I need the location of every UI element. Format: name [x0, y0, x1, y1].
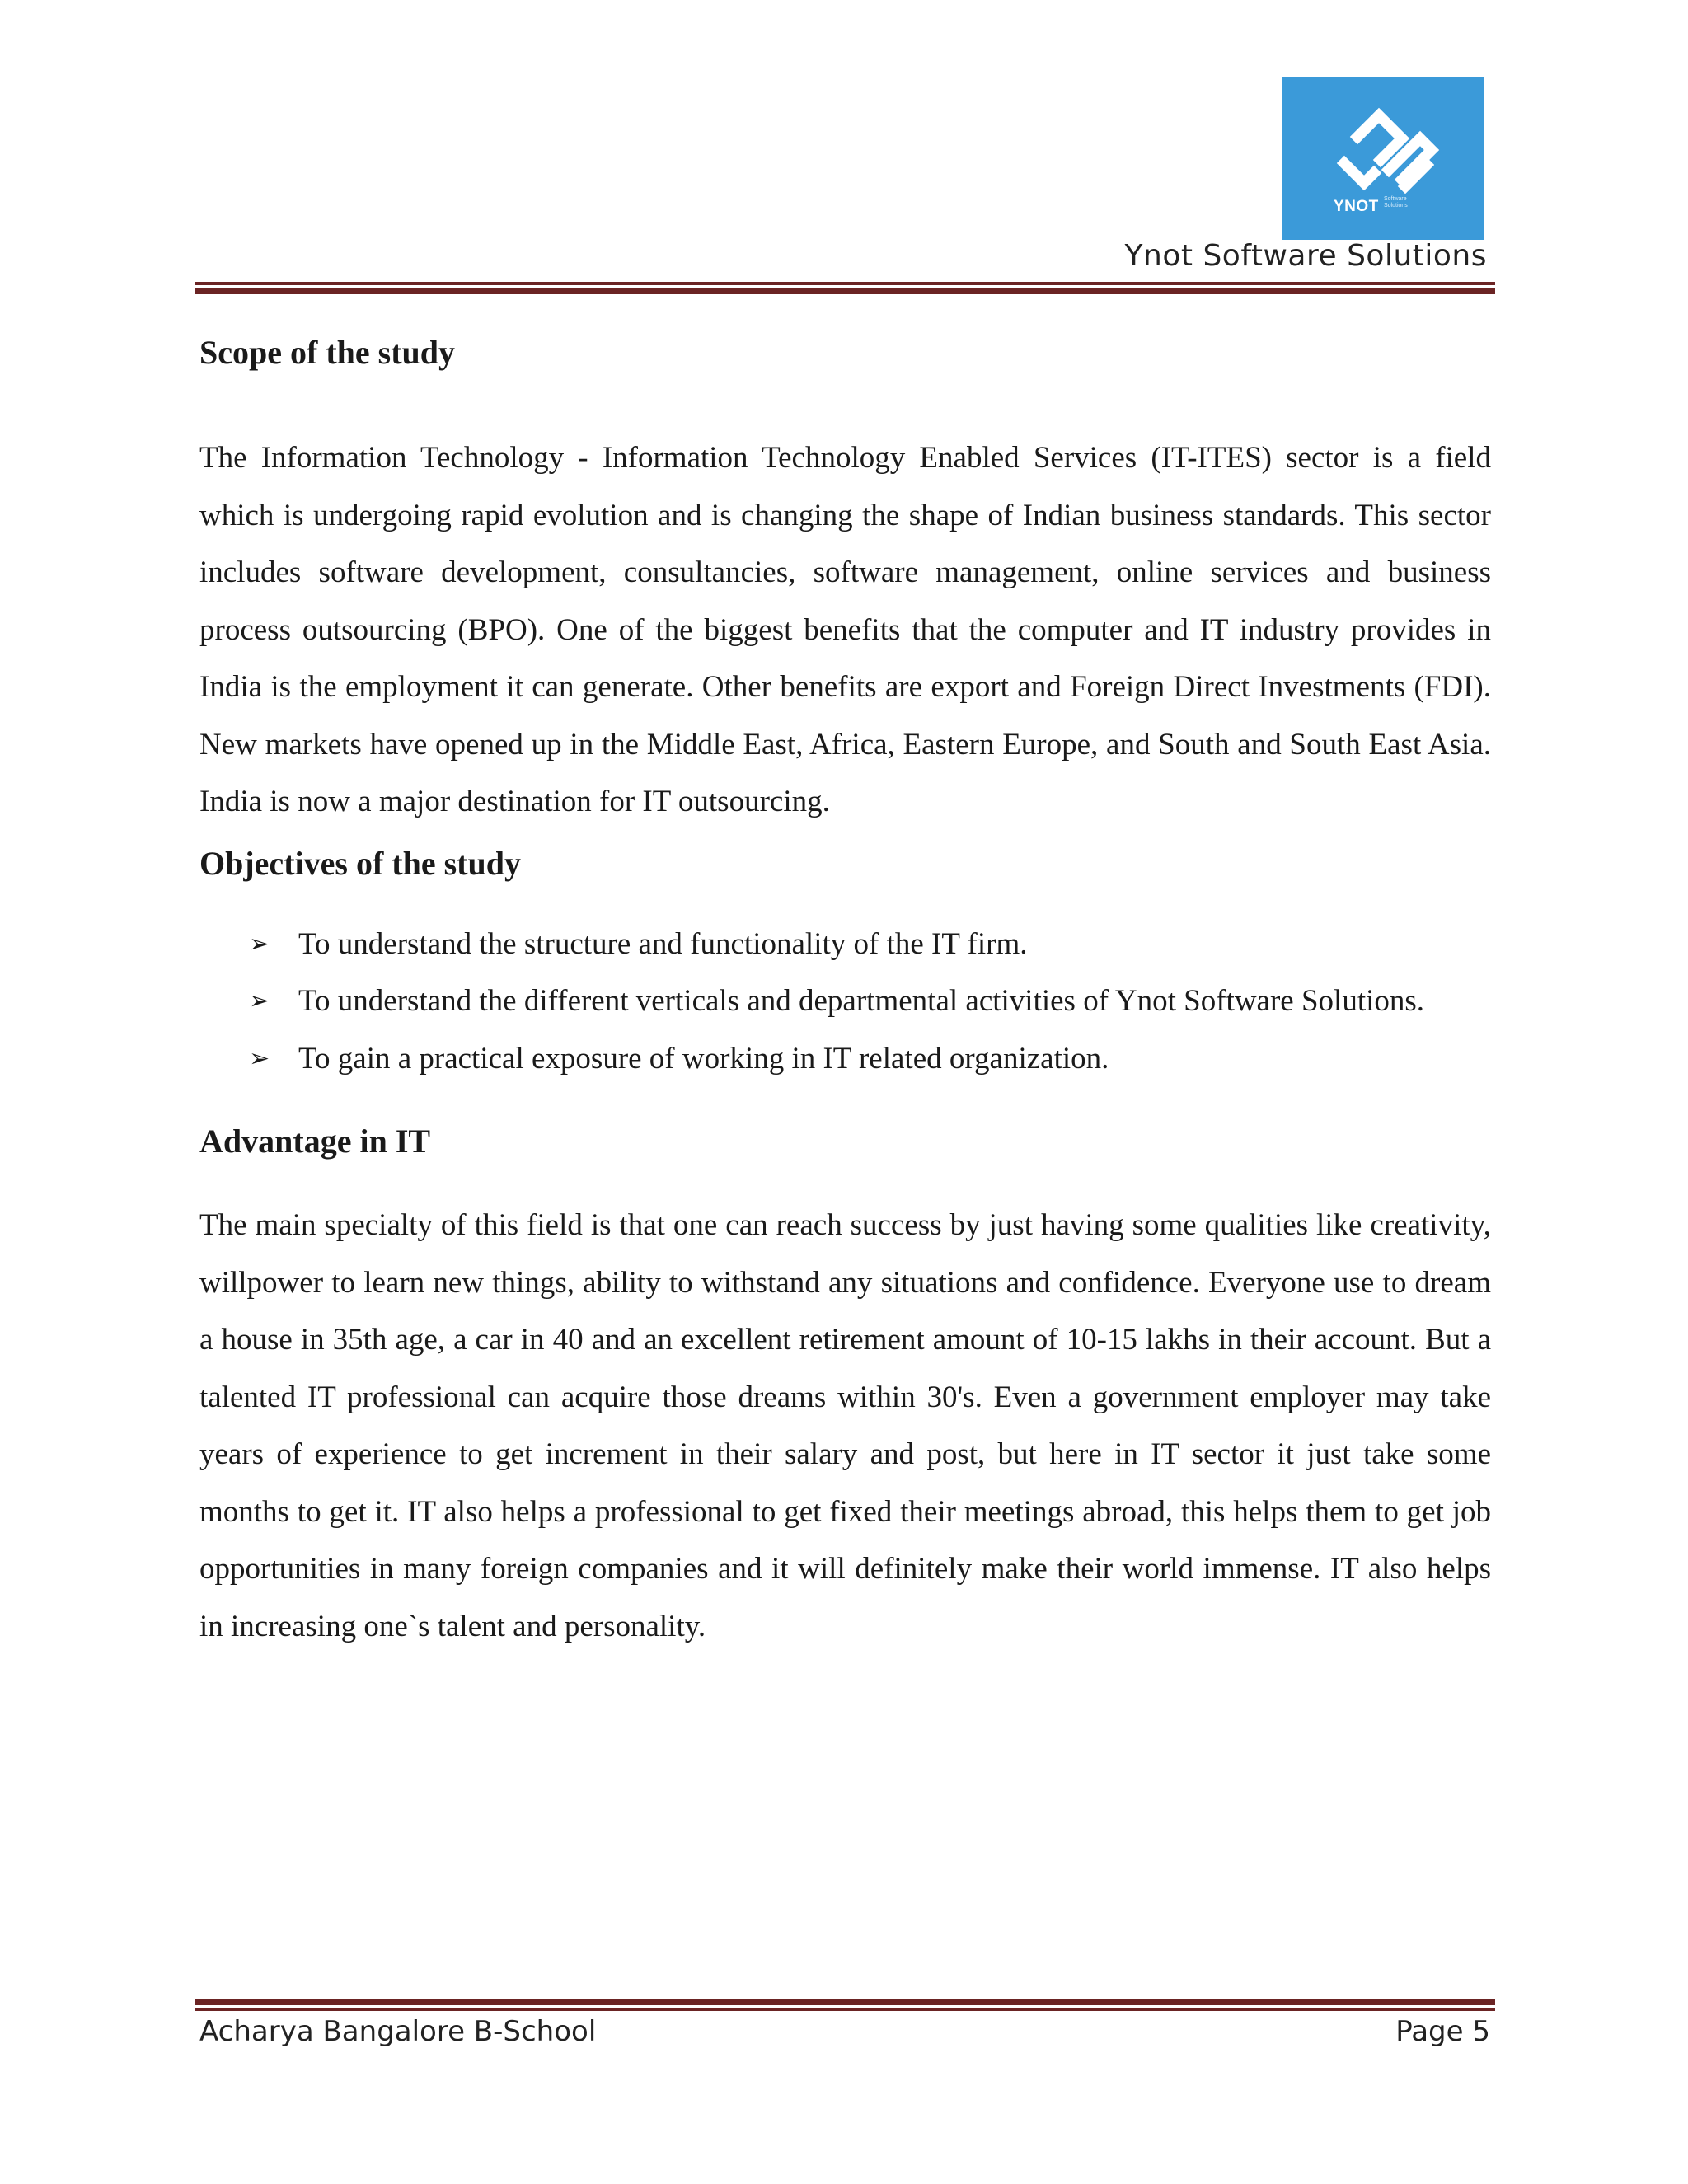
logo-tagline: Software Solutions	[1384, 196, 1408, 209]
advantage-paragraph: The main specialty of this field is that one can reach success by just having some qualities like creativity, willpower to learn new things, ability to withstand any situations and confidence. Everyone use to dream a house in 35th age, a car in 40 and an excellent retirement amount of 10-15 lakhs in their account. But a talented IT professional can acquire those dreams within 30's. Even a government employer may take years of experience to get increment in their salary and post, but here in IT sector it just take some months to get it. IT also helps a professional to get fixed their meetings abroad, this helps them to get job opportunities in many foreign companies and it will definitely make their world immense. IT also helps in increasing one`s talent and personality.	[199, 1208, 1491, 1643]
list-item	[199, 1030, 1491, 1088]
header-rule-thin	[195, 282, 1495, 285]
arrow-bullet-icon: ➢	[249, 1043, 270, 1073]
scope-heading: Scope of the study	[199, 334, 456, 371]
footer-rule-thick	[195, 1999, 1495, 2005]
objective-text: To understand the different verticals and departmental activities of Ynot Software Solutions.	[298, 984, 1425, 1018]
list-item	[199, 916, 1491, 973]
arrow-bullet-icon: ➢	[249, 929, 270, 958]
objective-text: To gain a practical exposure of working in IT related organization.	[298, 1041, 1109, 1076]
list-item	[199, 972, 1491, 1030]
footer-rule-thin	[195, 2008, 1495, 2011]
ynot-logo-mark-icon	[1282, 77, 1484, 240]
header-company-name: Ynot Software Solutions	[1124, 239, 1487, 273]
ynot-logo	[1282, 77, 1484, 240]
logo-wordmark: YNOT	[1334, 198, 1379, 215]
arrow-bullet-icon: ➢	[249, 987, 270, 1015]
objectives-list	[199, 916, 1491, 1088]
advantage-heading: Advantage in IT	[199, 1122, 431, 1160]
footer-school-name: Acharya Bangalore B-School	[199, 2015, 597, 2048]
header-rule-thick	[195, 288, 1495, 294]
objectives-heading: Objectives of the study	[199, 844, 521, 882]
main-content	[199, 330, 1491, 1655]
footer-page-number: Page 5	[1395, 2015, 1490, 2048]
scope-paragraph: The Information Technology - Information Technology Enabled Services (IT-ITES) sector is a field which is undergoing rapid evolution and is changing the shape of Indian business standards. This sector includes software development, consultancies, software management, online services and business process outsourcing (BPO). One of the biggest benefits that the computer and IT industry provides in India is the employment it can generate. Other benefits are export and Foreign Direct Investments (FDI). New markets have opened up in the Middle East, Africa, Eastern Europe, and South and South East Asia. India is now a major destination for IT outsourcing.	[199, 441, 1491, 818]
objective-text: To understand the structure and functionality of the IT firm.	[298, 926, 1028, 961]
